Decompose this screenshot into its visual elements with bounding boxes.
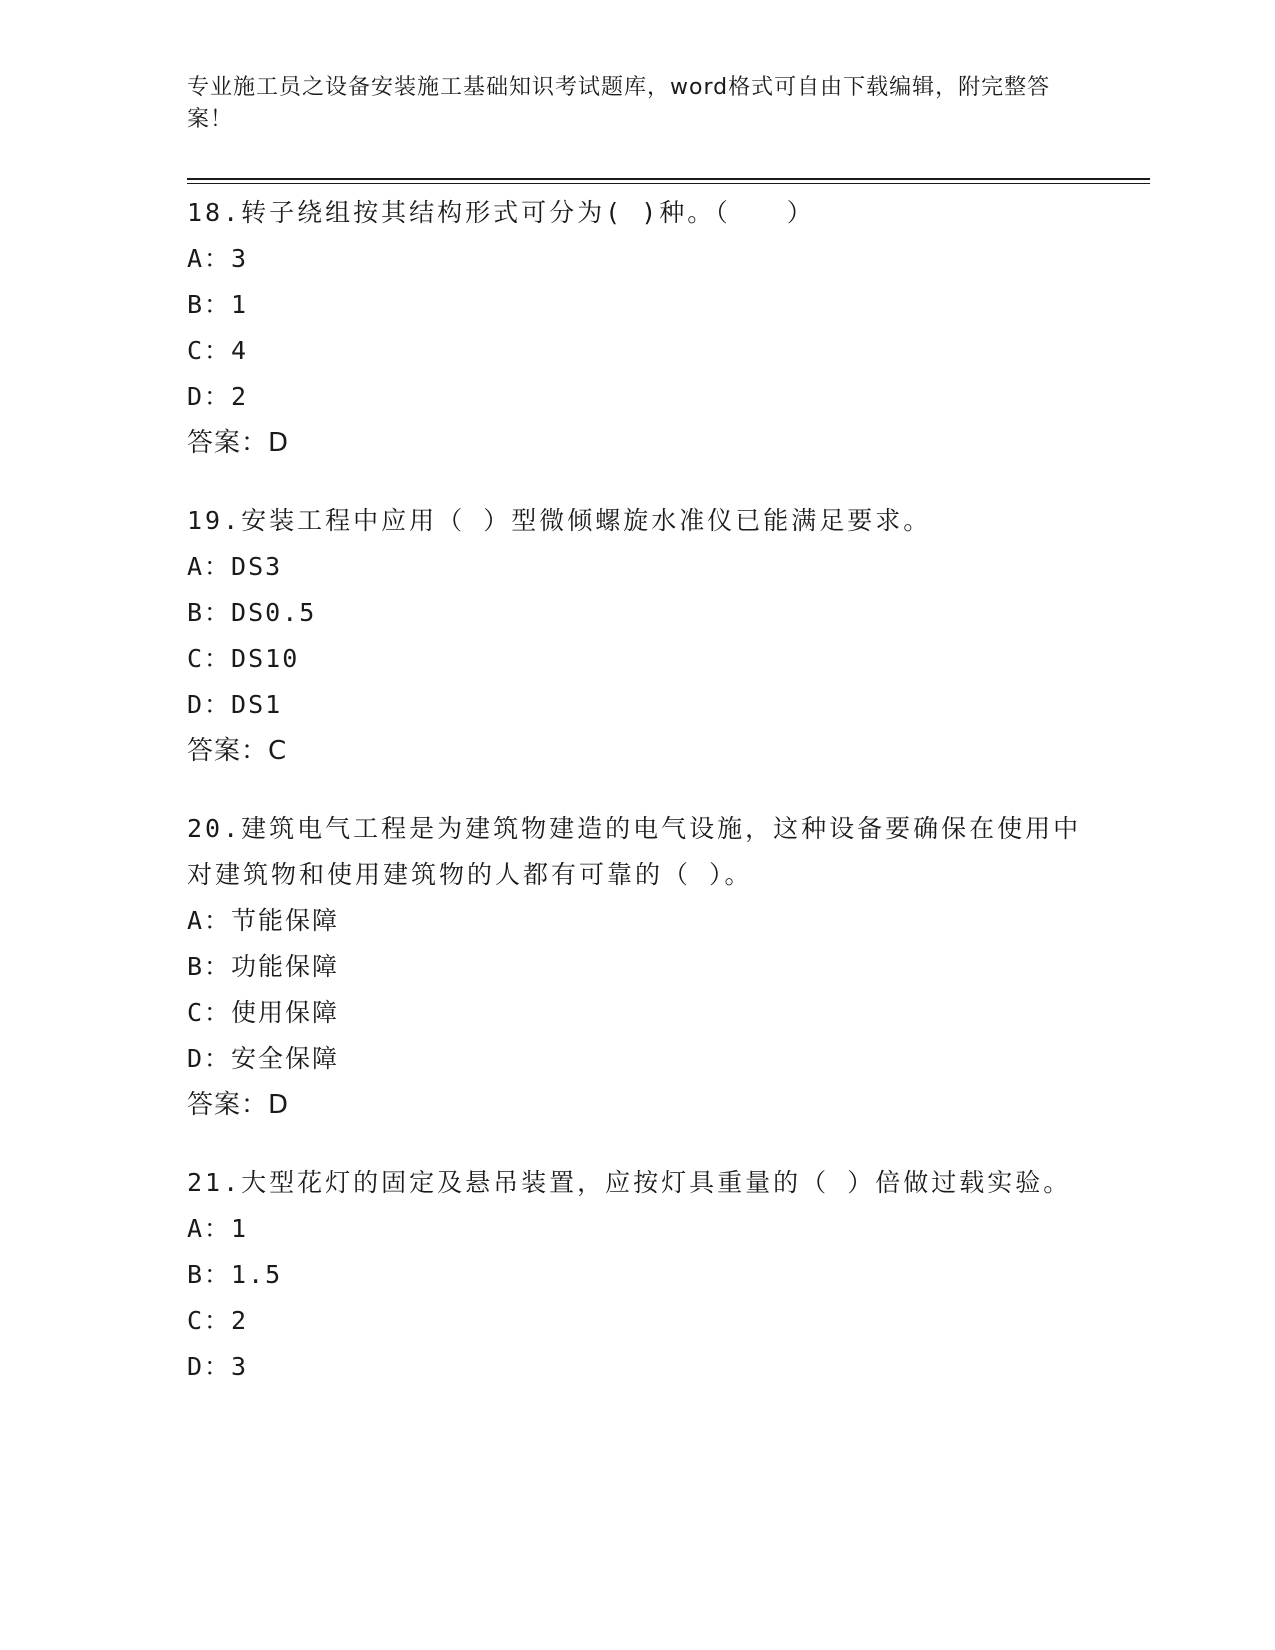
option-d: D：安全保障 xyxy=(187,1044,340,1073)
option-c: C：DS10 xyxy=(187,644,300,673)
question-stem: 18.转子绕组按其结构形式可分为( )种。（ ） xyxy=(187,198,815,227)
option-b: B：1 xyxy=(187,290,249,319)
option-c: C：2 xyxy=(187,1306,249,1335)
option-b: B：1.5 xyxy=(187,1260,283,1289)
option-a: A：节能保障 xyxy=(187,906,340,935)
answer-line: 答案：C xyxy=(187,736,288,766)
option-a: A：3 xyxy=(187,244,249,273)
document-header: 专业施工员之设备安装施工基础知识考试题库，word格式可自由下载编辑，附完整答案！ xyxy=(187,75,1051,132)
question-stem: 20.建筑电气工程是为建筑物建造的电气设施，这种设备要确保在使用中对建筑物和使用建筑物的人都有可靠的（ ）。 xyxy=(187,814,1082,889)
question-20 xyxy=(187,806,1087,1128)
option-d: D：2 xyxy=(187,382,249,411)
question-19 xyxy=(187,498,1087,774)
question-stem: 21.大型花灯的固定及悬吊装置，应按灯具重量的（ ）倍做过载实验。 xyxy=(187,1168,1072,1197)
header-divider xyxy=(187,178,1150,184)
option-a: A：DS3 xyxy=(187,552,283,581)
question-18 xyxy=(187,190,1087,466)
option-c: C：4 xyxy=(187,336,249,365)
answer-line: 答案：D xyxy=(187,1090,290,1120)
option-c: C：使用保障 xyxy=(187,998,340,1027)
option-b: B：DS0.5 xyxy=(187,598,317,627)
question-list xyxy=(187,190,1087,1422)
answer-line: 答案：D xyxy=(187,428,290,458)
option-b: B：功能保障 xyxy=(187,952,340,981)
option-a: A：1 xyxy=(187,1214,249,1243)
question-stem: 19.安装工程中应用（ ）型微倾螺旋水准仪已能满足要求。 xyxy=(187,506,932,535)
option-d: D：DS1 xyxy=(187,690,283,719)
question-21 xyxy=(187,1160,1087,1390)
option-d: D：3 xyxy=(187,1352,249,1381)
